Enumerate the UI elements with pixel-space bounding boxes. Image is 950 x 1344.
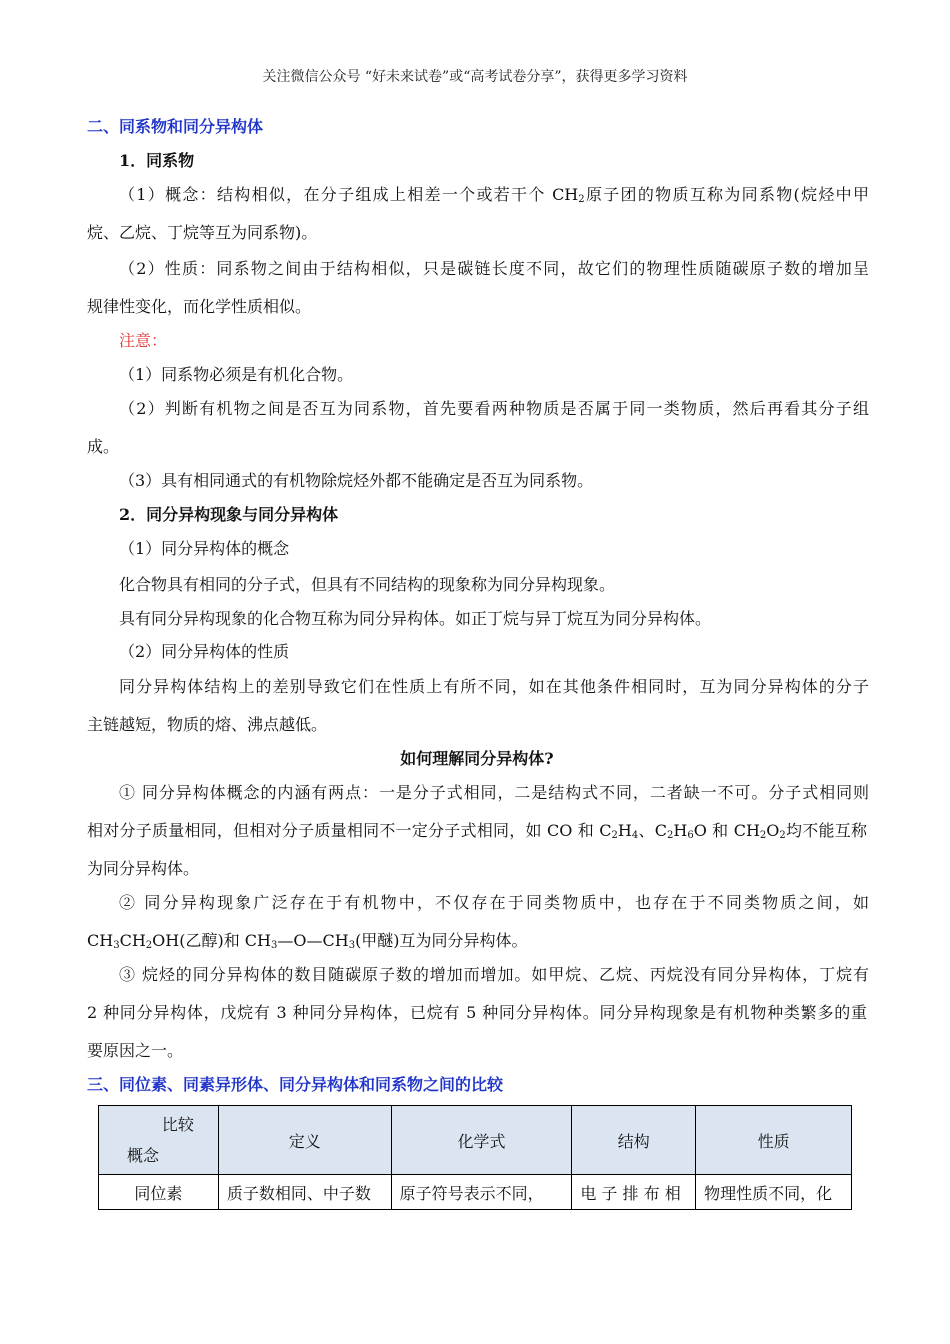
table-cell: 物理性质不同，化 — [696, 1175, 852, 1210]
note-3: （3）具有相同通式的有机物除烷烃外都不能确定是否互为同系物。 — [119, 471, 594, 490]
table-cell: 同位素 — [99, 1175, 219, 1210]
note-1: （1）同系物必须是有机化合物。 — [119, 365, 354, 384]
isomer-property-line1: 同分异构体结构上的差别导致它们在性质上有所不同，如在其他条件相同时，互为同分异构体的分子 — [119, 677, 869, 696]
note-2-line2: 成。 — [87, 437, 120, 456]
understand-p3-line2: 2 种同分异构体，戊烷有 3 种同分异构体，已烷有 5 种同分异构体。同分异构现象是有机物种类繁多的重 — [87, 1003, 867, 1022]
corner-top-label: 比较 — [161, 1115, 194, 1134]
understand-title: 如何理解同分异构体? — [400, 749, 554, 768]
homolog-concept-line2: 烷、乙烷、丁烷等互为同系物)。 — [87, 223, 318, 242]
understand-p1-line3: 为同分异构体。 — [87, 859, 200, 878]
understand-p1-line1: ① 同分异构体概念的内涵有两点：一是分子式相同，二是结构式不同，二者缺一不可。分子式相同则 — [119, 783, 869, 802]
homolog-concept-line1: （1）概念：结构相似，在分子组成上相差一个或若干个 $CH_2$原子团的物质互称为同系物(烷烃中甲 — [119, 185, 869, 205]
header-structure: 结构 — [572, 1106, 696, 1175]
isomer-property-head: （2）同分异构体的性质 — [119, 642, 290, 661]
understand-p1-line2: 相对分子质量相同，但相对分子质量相同不一定分子式相同，如 CO 和 $C_2H_4$、$C_2H_6O$ 和 $CH_2O_2$均不能互称 — [87, 821, 867, 841]
table-cell: 质子数相同、中子数 — [218, 1175, 391, 1210]
table-corner-cell — [99, 1106, 219, 1175]
comparison-table — [98, 1105, 852, 1210]
understand-p2-line2: $CH_3CH_2OH$(乙醇)和 $CH_3—O—CH_3$(甲醚)互为同分异构体。 — [87, 931, 528, 951]
understand-p2-line1: ② 同分异构现象广泛存在于有机物中，不仅存在于同类物质中，也存在于不同类物质之间，如 — [119, 893, 869, 912]
section-2-title: 二、同系物和同分异构体 — [87, 117, 264, 136]
table-cell: 电 子 排 布 相 — [572, 1175, 696, 1210]
note-2-line1: （2）判断有机物之间是否互为同系物，首先要看两种物质是否属于同一类物质，然后再看其分子组 — [119, 399, 869, 418]
table-header-row — [99, 1106, 852, 1175]
isomer-title: 2．同分异构现象与同分异构体 — [119, 505, 339, 524]
section-3-title: 三、同位素、同素异形体、同分异构体和同系物之间的比较 — [87, 1075, 504, 1094]
isomer-concept-2: 具有同分异构现象的化合物互称为同分异构体。如正丁烷与异丁烷互为同分异构体。 — [119, 609, 712, 628]
header-definition: 定义 — [218, 1106, 391, 1175]
table-row — [99, 1175, 852, 1210]
homolog-property-line1: （2）性质：同系物之间由于结构相似，只是碳链长度不同，故它们的物理性质随碳原子数的增加呈 — [119, 259, 869, 278]
header-note: 关注微信公众号 “好未来试卷”或“高考试卷分享”，获得更多学习资料 — [262, 69, 688, 85]
homolog-property-line2: 规律性变化，而化学性质相似。 — [87, 297, 312, 316]
understand-p3-line3: 要原因之一。 — [87, 1041, 184, 1060]
header-property: 性质 — [696, 1106, 852, 1175]
note-label: 注意： — [119, 331, 168, 350]
understand-p3-line1: ③ 烷烃的同分异构体的数目随碳原子数的增加而增加。如甲烷、乙烷、丙烷没有同分异构体，丁烷有 — [119, 965, 869, 984]
isomer-concept-head: （1）同分异构体的概念 — [119, 539, 290, 558]
table-cell: 原子符号表示不同， — [391, 1175, 572, 1210]
isomer-concept-1: 化合物具有相同的分子式，但具有不同结构的现象称为同分异构现象。 — [119, 575, 616, 594]
isomer-property-line2: 主链越短，物质的熔、沸点越低。 — [87, 715, 328, 734]
header-formula: 化学式 — [391, 1106, 572, 1175]
homolog-title: 1．同系物 — [119, 151, 195, 170]
corner-bottom-label: 概念 — [127, 1146, 160, 1165]
